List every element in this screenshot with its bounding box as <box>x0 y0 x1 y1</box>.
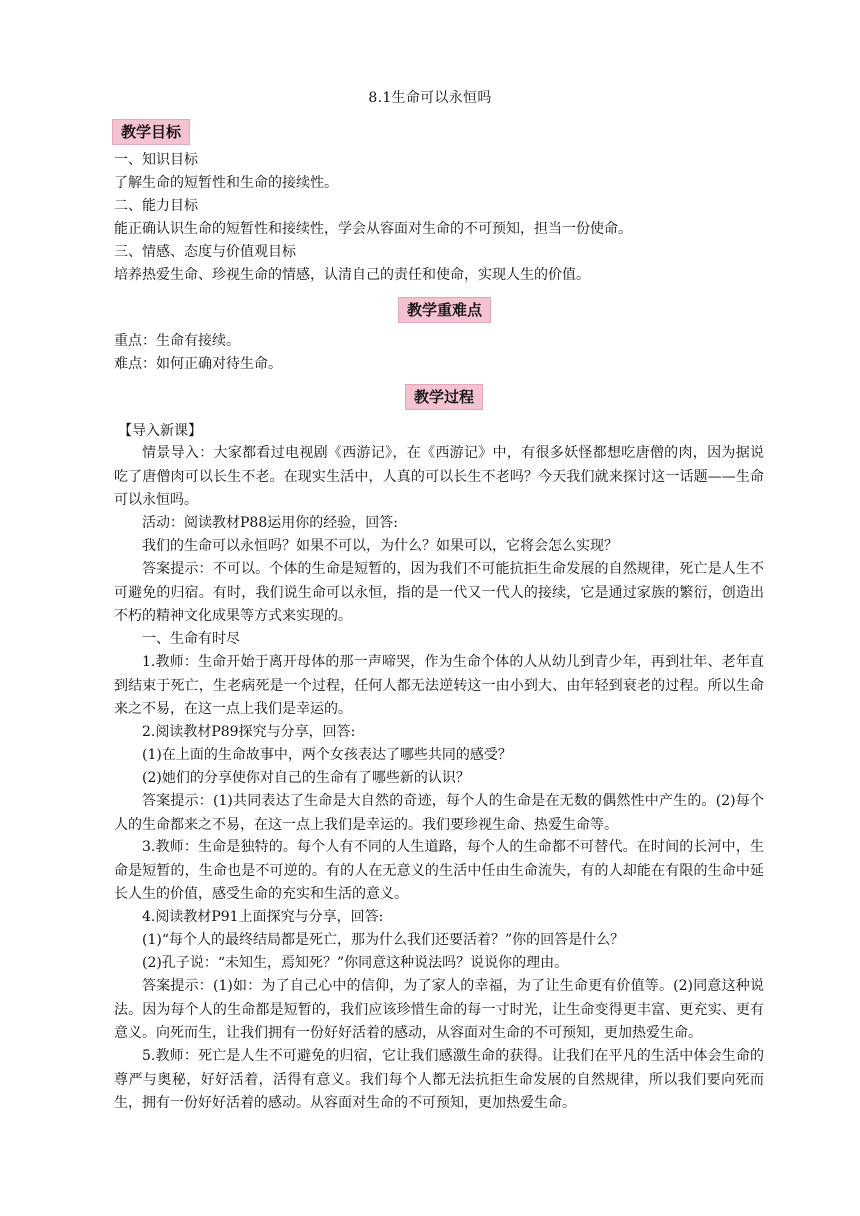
paragraph-answer-hint-3: 答案提示：(1)如：为了自己心中的信仰，为了家人的幸福，为了让生命更有价值等。(2)同意这种说法。因为每个人的生命都是短暂的，我们应该珍惜生命的每一寸时光，让生命变得更丰富、更充实、更有意义。向死而生，让我们拥有一份好好活着的感动，从容面对生命的不可预知，更加热爱生命。 <box>114 978 764 1041</box>
paragraph-question-3: (1)“每个人的最终结局都是死亡，那为什么我们还要活着？”你的回答是什么？ <box>142 932 625 948</box>
subheading-life-ends: 一、生命有时尽 <box>142 631 240 647</box>
paragraph-teacher-5: 5.教师：死亡是人生不可避免的归宿，它让我们感激生命的获得。让我们在平凡的生活中体会生命的尊严与奥秘，好好活着，活得有意义。我们每个人都无法抗拒生命发展的自然规律，所以我们要向死而生，拥有一份好好活着的感动。从容面对生命的不可预知，更加热爱生命。 <box>114 1048 764 1111</box>
paragraph-answer-hint-2: 答案提示：(1)共同表达了生命是大自然的奇迹，每个人的生命是在无数的偶然性中产生的。(2)每个人的生命都来之不易，在这一点上我们是幸运的。我们要珍视生命、热爱生命等。 <box>114 793 764 833</box>
goal-text-ability: 能正确认识生命的短暂性和接续性，学会从容面对生命的不可预知，担当一份使命。 <box>114 221 632 237</box>
goal-text-emotion: 培养热爱生命、珍视生命的情感，认清自己的责任和使命，实现人生的价值。 <box>114 267 590 283</box>
paragraph-activity: 活动：阅读教材P88运用你的经验，回答: <box>142 515 398 531</box>
paragraph-question: 我们的生命可以永恒吗？如果不可以，为什么？如果可以，它将会怎么实现？ <box>142 538 618 554</box>
paragraph-question-2: (2)她们的分享使你对自己的生命有了哪些新的认识？ <box>142 770 470 786</box>
paragraph-scene-intro: 情景导入：大家都看过电视剧《西游记》，在《西游记》中，有很多妖怪都想吃唐僧的肉，因为据说吃了唐僧肉可以长生不老。在现实生活中，人真的可以长生不老吗？今天我们就来探讨这一话题——生命可以永恒吗。 <box>114 445 764 508</box>
goal-heading-knowledge: 一、知识目标 <box>114 152 198 168</box>
key-point: 重点：生命有接续。 <box>114 333 240 349</box>
goal-text-knowledge: 了解生命的短暂性和生命的接续性。 <box>114 175 338 191</box>
paragraph-answer-hint-1: 答案提示：不可以。个体的生命是短暂的，因为我们不可能抗拒生命发展的自然规律，死亡是人生不可避免的归宿。有时，我们说生命可以永恒，指的是一代又一代人的接续，它是通过家族的繁衍，创造出不朽的精神文化成果等方式来实现的。 <box>114 561 764 624</box>
paragraph-question-1: (1)在上面的生命故事中，两个女孩表达了哪些共同的感受？ <box>142 747 512 763</box>
goal-heading-ability: 二、能力目标 <box>114 198 198 214</box>
paragraph-teacher-3: 3.教师：生命是独特的。每个人有不同的人生道路，每个人的生命都不可替代。在时间的长河中，生命是短暂的，生命也是不可逆的。有的人在无意义的生活中任由生命流失，有的人却能在有限的生命中延长人生的价值，感受生命的充实和生活的意义。 <box>114 839 764 902</box>
section-badge-key-points: 教学重难点 <box>398 297 491 323</box>
goal-heading-emotion: 三、情感、态度与价值观目标 <box>114 244 296 260</box>
difficult-point: 难点：如何正确对待生命。 <box>114 356 282 372</box>
section-badge-process: 教学过程 <box>405 384 483 410</box>
paragraph-read-p91: 4.阅读教材P91上面探究与分享，回答: <box>142 909 384 925</box>
document-title: 8.1生命可以永恒吗 <box>368 90 492 106</box>
paragraph-read-p89: 2.阅读教材P89探究与分享，回答: <box>142 724 356 740</box>
section-badge-goals: 教学目标 <box>112 119 190 145</box>
intro-heading: 【导入新课】 <box>118 423 202 439</box>
paragraph-question-4: (2)孔子说：“未知生，焉知死？”你同意这种说法吗？说说你的理由。 <box>142 955 569 971</box>
paragraph-teacher-1: 1.教师：生命开始于离开母体的那一声啼哭，作为生命个体的人从幼儿到青少年，再到壮年、老年直到结束于死亡，生老病死是一个过程，任何人都无法逆转这一由小到大、由年轻到衰老的过程。所以生命来之不易，在这一点上我们是幸运的。 <box>114 654 764 717</box>
